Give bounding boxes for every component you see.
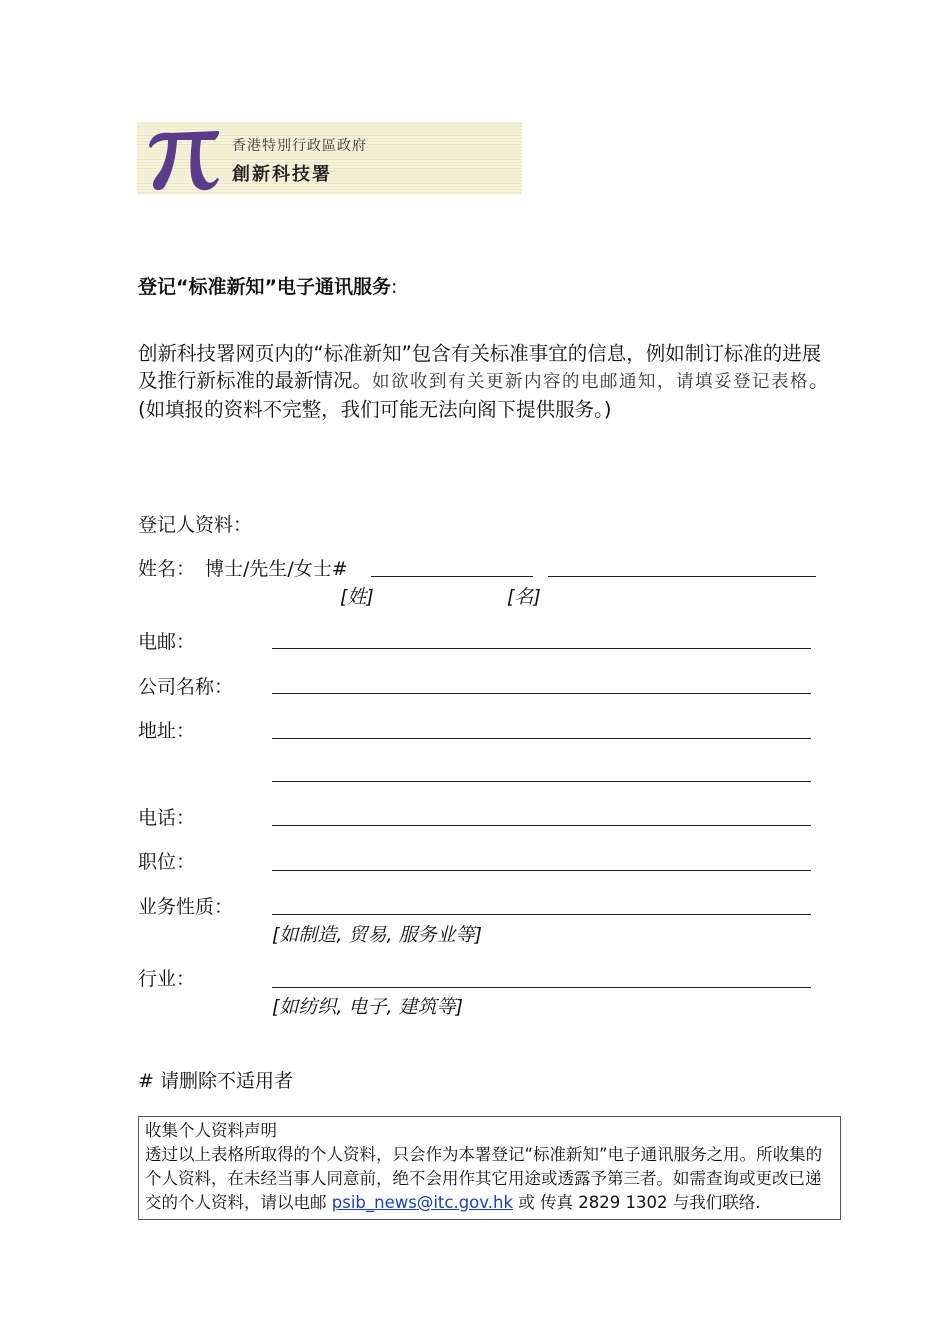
address-label: 地址： — [138, 720, 196, 742]
industry-field[interactable] — [272, 987, 811, 988]
section-title: 登记人资料： — [138, 514, 253, 536]
address-field-line-2[interactable] — [272, 781, 811, 782]
logo-line-2: 創新科技署 — [232, 164, 332, 185]
notice-tail-2: 传真 2829 1302 与我们联络. — [540, 1193, 761, 1212]
given-name-field[interactable] — [548, 576, 816, 577]
page-title — [138, 272, 397, 299]
name-label: 姓名： — [138, 558, 196, 580]
intro-part-3: 。(如填报的资料不完整，我们可能无法向阁下提供服务。) — [138, 369, 829, 421]
notice-body — [145, 1143, 834, 1215]
title-text: 登记“标准新知”电子通讯服务 — [138, 276, 391, 298]
phone-label: 电话： — [138, 807, 196, 829]
email-field[interactable] — [272, 648, 811, 649]
company-field[interactable] — [272, 693, 811, 694]
title-colon: : — [390, 276, 398, 298]
title-options: 博士/先生/女士# — [205, 558, 348, 580]
pi-logo-icon — [143, 124, 223, 194]
business-hint: [如制造, 贸易, 服务业等] — [272, 924, 482, 946]
given-name-hint: [名] — [507, 586, 541, 608]
footnote: # 请删除不适用者 — [138, 1070, 293, 1092]
privacy-notice — [138, 1116, 841, 1220]
notice-title: 收集个人资料声明 — [145, 1121, 277, 1140]
industry-label: 行业： — [138, 968, 196, 990]
position-field[interactable] — [272, 870, 811, 871]
intro-paragraph — [138, 340, 838, 423]
logo-line-1: 香港特別行政區政府 — [232, 138, 367, 154]
company-label: 公司名称： — [138, 676, 234, 698]
notice-body-text: 透过以上表格所取得的个人资料，只会作为本署登记“标准新知”电子通讯服务之用。所收集的个人资料，在未经当事人同意前，绝不会用作其它用途或透露予第三者。如需查询或更改已递交的个人资料，请以电邮 — [145, 1145, 823, 1212]
business-label: 业务性质： — [138, 896, 234, 918]
email-label: 电邮： — [138, 631, 196, 653]
business-field[interactable] — [272, 914, 811, 915]
phone-field[interactable] — [272, 825, 811, 826]
surname-hint: [姓] — [340, 586, 374, 608]
notice-tail-1: 或 — [518, 1193, 535, 1212]
surname-field[interactable] — [371, 576, 533, 577]
intro-part-2: 如欲收到有关更新内容的电邮通知，请填妥登记表格 — [372, 372, 810, 392]
position-label: 职位： — [138, 851, 196, 873]
address-field-line-1[interactable] — [272, 738, 811, 739]
intro-part-1: 创新科技署网页内的“标准新知”包含有关标准事宜的信息，例如制订标准的进展及推行新标准的最新情况。 — [138, 342, 822, 392]
itc-logo — [137, 122, 522, 195]
notice-email-link[interactable]: psib_news@itc.gov.hk — [331, 1193, 514, 1212]
industry-hint: [如纺织, 电子, 建筑等] — [272, 996, 463, 1018]
